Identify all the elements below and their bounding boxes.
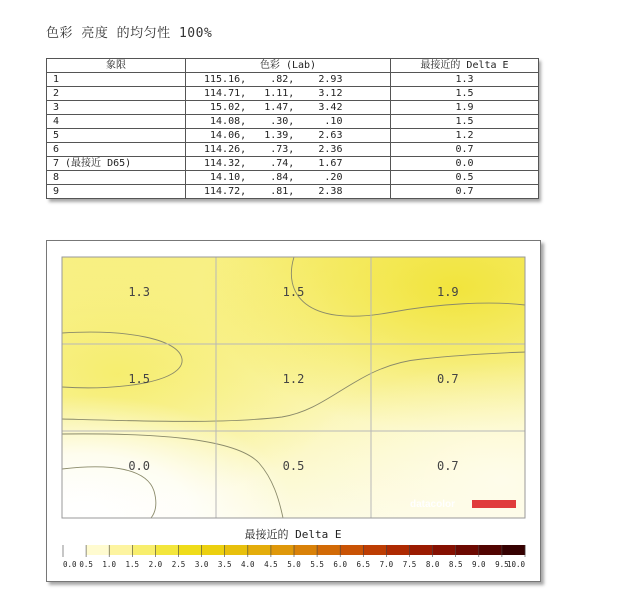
delta-e-cell: 1.2	[391, 129, 539, 143]
quadrant-table-container	[46, 58, 538, 199]
uniformity-heatmap-svg	[47, 241, 540, 581]
quadrant-cell: 8	[47, 171, 186, 185]
table-row	[47, 171, 539, 185]
quadrant-cell: 9	[47, 185, 186, 199]
colorbar-tick-label: 4.0	[241, 560, 255, 569]
delta-e-cell: 1.9	[391, 101, 539, 115]
quadrant-cell: 2	[47, 87, 186, 101]
cell-value-label: 1.2	[282, 372, 305, 387]
table-row	[47, 115, 539, 129]
quadrant-cell: 4	[47, 115, 186, 129]
delta-e-cell: 1.5	[391, 87, 539, 101]
cell-value-label: 1.5	[282, 285, 305, 300]
delta-e-cell: 1.5	[391, 115, 539, 129]
colorbar-tick-label: 0.0	[63, 560, 77, 569]
colorbar-tick-label: 2.5	[171, 560, 186, 569]
cell-value-label: 0.7	[436, 372, 459, 387]
colorbar-tick-label: 0.5	[79, 560, 93, 569]
colorbar-segment	[386, 545, 409, 555]
table-row	[47, 87, 539, 101]
delta-e-cell: 0.0	[391, 157, 539, 171]
colorbar-tick-label: 1.0	[102, 560, 116, 569]
colorbar-segment	[456, 545, 479, 555]
colorbar-tick-label: 8.5	[448, 560, 463, 569]
delta-e-cell: 1.3	[391, 73, 539, 87]
colorbar-tick-label: 3.5	[217, 560, 232, 569]
colorbar-segment	[179, 545, 202, 555]
colorbar-segment	[248, 545, 271, 555]
colorbar-segment	[479, 545, 502, 555]
colorbar-segment	[86, 545, 109, 555]
colorbar-segment	[410, 545, 433, 555]
quadrant-table	[46, 58, 539, 199]
colorbar-segment	[340, 545, 363, 555]
cell-value-label: 0.7	[436, 459, 459, 474]
table-row	[47, 73, 539, 87]
colorbar-title: 最接近的 Delta E	[244, 528, 342, 541]
colorbar-segment	[317, 545, 340, 555]
colorbar-tick-label: 6.5	[356, 560, 371, 569]
quadrant-cell: 7 (最接近 D65)	[47, 157, 186, 171]
colorbar-segment	[132, 545, 155, 555]
cell-value-label: 1.9	[436, 285, 459, 300]
lab-value-cell: 114.71, 1.11, 3.12	[186, 87, 391, 101]
colorbar-tick-label: 1.5	[125, 560, 140, 569]
header-delta-e: 最接近的 Delta E	[391, 59, 539, 73]
lab-value-cell: 114.26, .73, 2.36	[186, 143, 391, 157]
cell-value-label: 0.0	[128, 459, 151, 474]
colorbar-segment	[363, 545, 386, 555]
colorbar-tick-label: 5.5	[310, 560, 324, 569]
cell-value-label: 0.5	[282, 459, 305, 474]
lab-value-cell: 115.16, .82, 2.93	[186, 73, 391, 87]
colorbar-tick-label: 6.0	[333, 560, 347, 569]
header-lab: 色彩 (Lab)	[186, 59, 391, 73]
table-row	[47, 185, 539, 199]
colorbar-segment	[271, 545, 294, 555]
colorbar-segment	[109, 545, 132, 555]
colorbar-segment	[225, 545, 248, 555]
lab-value-cell: 14.08, .30, .10	[186, 115, 391, 129]
cell-value-label: 1.3	[128, 285, 151, 300]
colorbar-segment	[63, 545, 86, 555]
table-row	[47, 129, 539, 143]
delta-e-cell: 0.7	[391, 185, 539, 199]
lab-value-cell: 15.02, 1.47, 3.42	[186, 101, 391, 115]
table-row	[47, 143, 539, 157]
quadrant-cell: 5	[47, 129, 186, 143]
colorbar-tick-label: 8.0	[425, 560, 440, 569]
lab-value-cell: 114.72, .81, 2.38	[186, 185, 391, 199]
colorbar-tick-label: 4.5	[264, 560, 278, 569]
header-quadrant: 象限	[47, 59, 186, 73]
quadrant-cell: 1	[47, 73, 186, 87]
colorbar-segment	[502, 545, 525, 555]
colorbar-tick-label: 10.0	[506, 560, 525, 569]
colorbar-segment	[155, 545, 178, 555]
delta-e-cell: 0.5	[391, 171, 539, 185]
table-header-row	[47, 59, 539, 73]
colorbar-tick-label: 5.0	[287, 560, 301, 569]
watermark-text: datacolor	[410, 499, 456, 510]
lab-value-cell: 14.06, 1.39, 2.63	[186, 129, 391, 143]
quadrant-cell: 6	[47, 143, 186, 157]
colorbar-segment	[202, 545, 225, 555]
page-title: 色彩 亮度 的均匀性 100%	[46, 26, 213, 41]
colorbar-tick-label: 7.0	[379, 560, 394, 569]
lab-value-cell: 14.10, .84, .20	[186, 171, 391, 185]
colorbar-tick-label: 2.0	[148, 560, 163, 569]
colorbar-tick-label: 3.0	[194, 560, 209, 569]
colorbar-segment	[433, 545, 456, 555]
cell-value-label: 1.5	[128, 372, 151, 387]
table-row	[47, 157, 539, 171]
colorbar-tick-label: 7.5	[402, 560, 417, 569]
colorbar-segment	[294, 545, 317, 555]
uniformity-chart	[46, 240, 541, 582]
watermark-bar	[472, 500, 516, 508]
colorbar-tick-label: 9.0	[472, 560, 486, 569]
quadrant-cell: 3	[47, 101, 186, 115]
lab-value-cell: 114.32, .74, 1.67	[186, 157, 391, 171]
table-row	[47, 101, 539, 115]
colorbar-tick-label: 9.5	[495, 560, 509, 569]
delta-e-cell: 0.7	[391, 143, 539, 157]
